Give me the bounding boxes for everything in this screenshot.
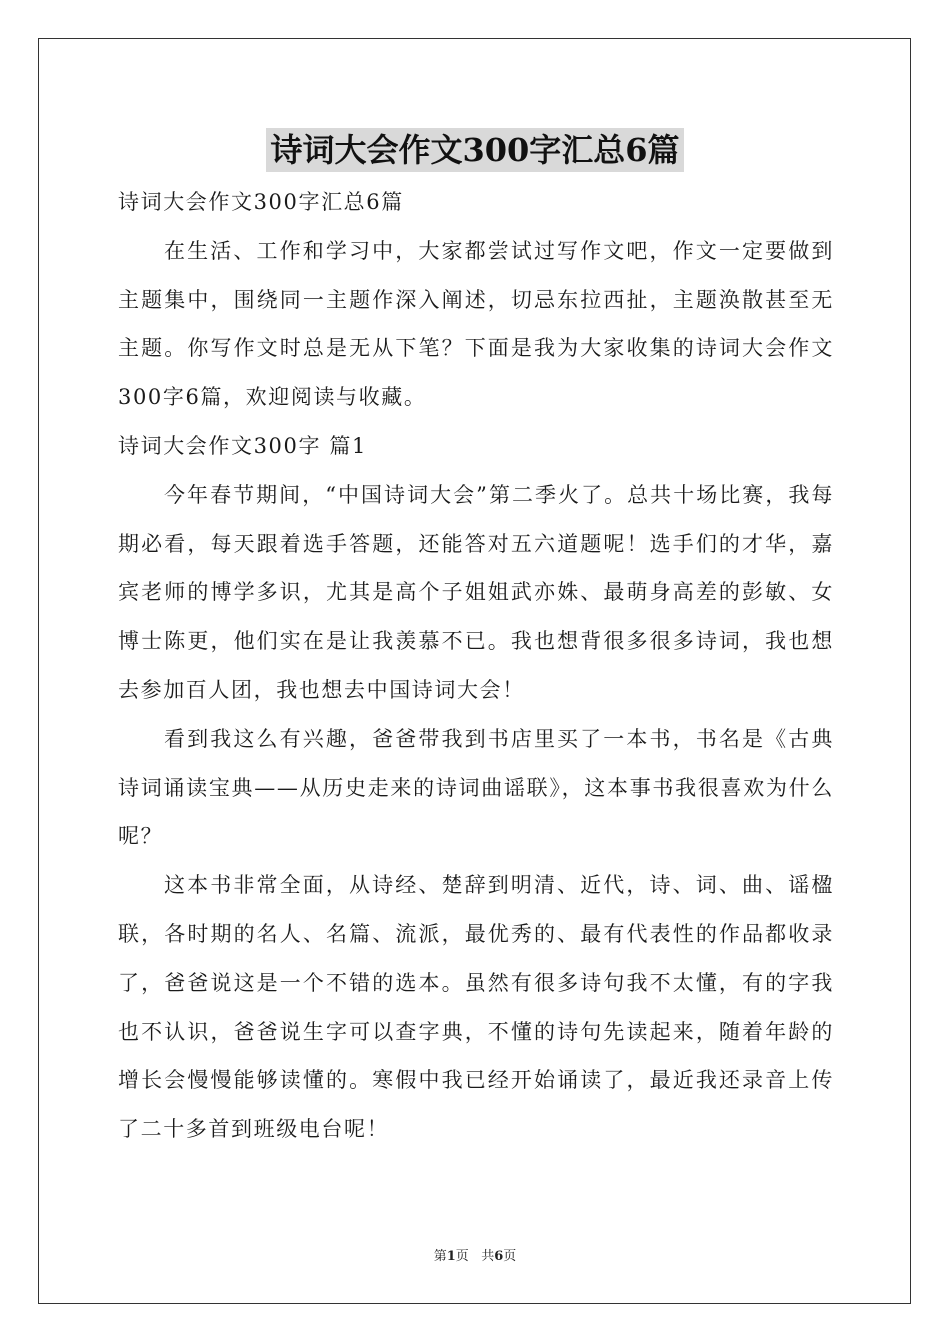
intro-paragraph: 在生活、工作和学习中，大家都尝试过写作文吧，作文一定要做到主题集中，围绕同一主题作深入阐述，切忌东拉西扯，主题涣散甚至无主题。你写作文时总是无从下笔？下面是我为大家收集的诗词大会作文300字6篇，欢迎阅读与收藏。 xyxy=(118,238,834,410)
body-paragraph: 这本书非常全面，从诗经、楚辞到明清、近代，诗、词、曲、谣楹联，各时期的名人、名篇、流派，最优秀的、最有代表性的作品都收录了，爸爸说这是一个不错的选本。虽然有很多诗句我不太懂，有的字我也不认识，爸爸说生字可以查字典，不懂的诗句先读起来，随着年龄的增长会慢慢能够读懂的。寒假中我已经开始诵读了，最近我还录音上传了二十多首到班级电台呢！ xyxy=(118,873,834,1142)
page-label-mid: 页 共 xyxy=(455,1249,495,1264)
body-paragraph: 今年春节期间，“中国诗词大会”第二季火了。总共十场比赛，我每期必看，每天跟着选手答题，还能答对五六道题呢！选手们的才华，嘉宾老师的博学多识，尤其是高个子姐姐武亦姝、最萌身高差的彭敏、女博士陈更，他们实在是让我羡慕不已。我也想背很多很多诗词，我也想去参加百人团，我也想去中国诗词大会！ xyxy=(118,482,834,702)
current-page-number: 1 xyxy=(446,1249,456,1264)
subtitle-line: 诗词大会作文300字汇总6篇 xyxy=(118,190,404,214)
document-title: 诗词大会作文300字汇总6篇 xyxy=(266,128,683,172)
page-footer xyxy=(0,1245,950,1264)
body-paragraph: 看到我这么有兴趣，爸爸带我到书店里买了一本书，书名是《古典诗词诵读宝典——从历史走来的诗词曲谣联》，这本事书我很喜欢为什么呢？ xyxy=(118,726,834,849)
document-body xyxy=(118,178,834,1154)
section-heading: 诗词大会作文300字 篇1 xyxy=(118,433,367,458)
total-page-count: 6 xyxy=(494,1249,504,1264)
page-label-prefix: 第 xyxy=(433,1249,447,1264)
title-area xyxy=(0,128,950,172)
page-label-suffix: 页 xyxy=(503,1249,517,1264)
